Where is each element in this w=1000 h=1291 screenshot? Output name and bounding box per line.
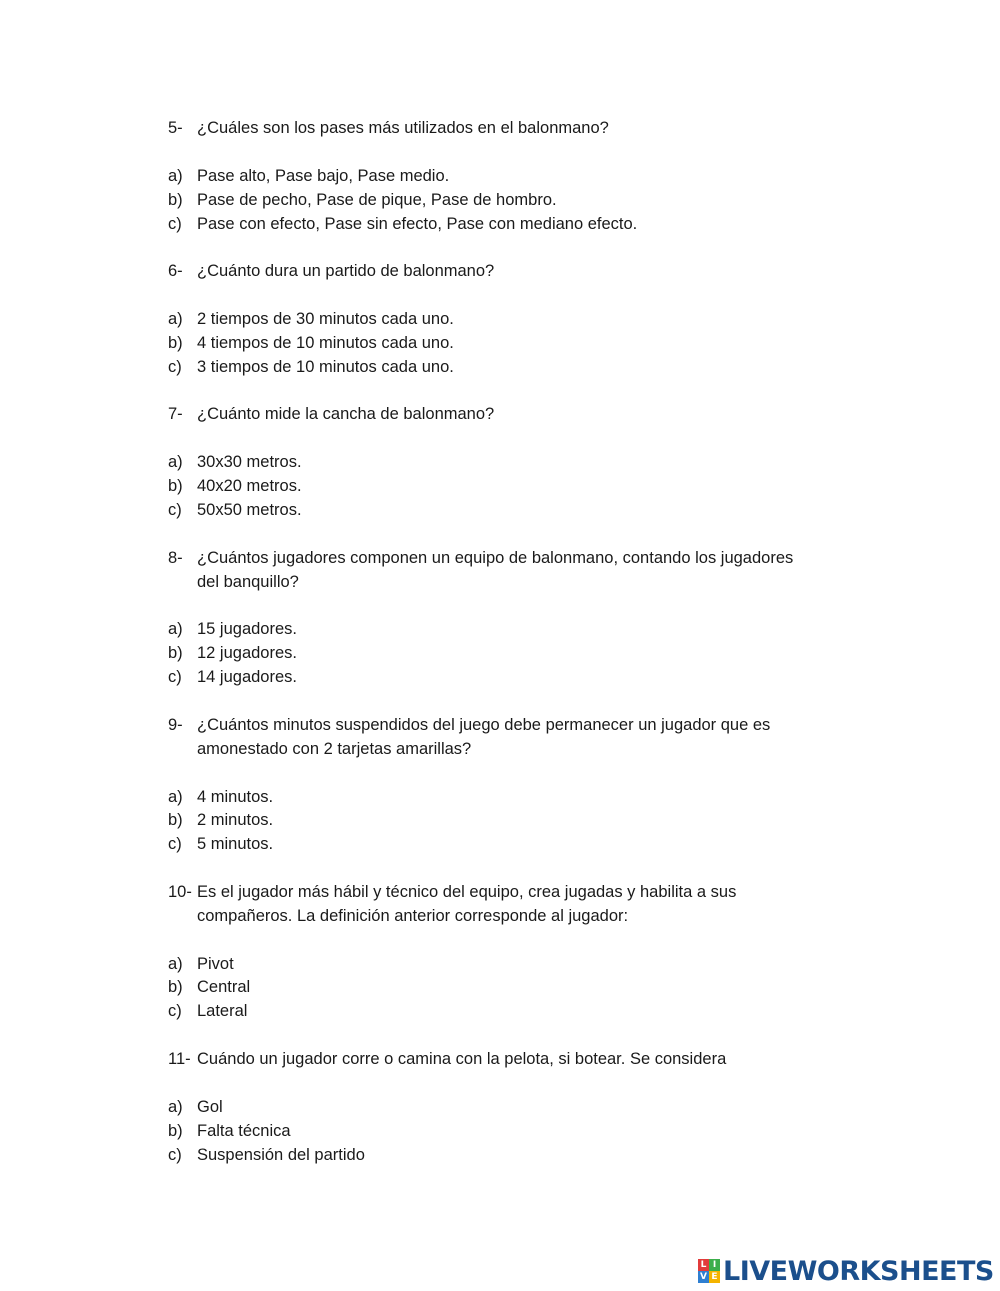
- option-letter: b): [168, 334, 183, 352]
- logo-cell: E: [709, 1271, 720, 1283]
- option-letter: b): [168, 644, 183, 662]
- option-text: Falta técnica: [197, 1122, 291, 1140]
- option-text: 2 tiempos de 30 minutos cada uno.: [197, 310, 454, 328]
- option-a[interactable]: [168, 785, 273, 809]
- option-a[interactable]: [168, 1095, 223, 1119]
- question-number: 7-: [168, 405, 183, 423]
- logo-cell: L: [698, 1259, 709, 1271]
- option-c[interactable]: [168, 498, 302, 522]
- option-text: 5 minutos.: [197, 835, 274, 853]
- option-c[interactable]: [168, 355, 454, 379]
- option-letter: a): [168, 167, 183, 185]
- option-b[interactable]: [168, 474, 302, 498]
- question-8: [168, 546, 793, 594]
- option-b[interactable]: [168, 975, 250, 999]
- logo-cell: V: [698, 1271, 709, 1283]
- option-letter: b): [168, 811, 183, 829]
- option-letter: a): [168, 788, 183, 806]
- option-c[interactable]: [168, 832, 273, 856]
- option-letter: b): [168, 191, 183, 209]
- question-text: Es el jugador más hábil y técnico del equipo, crea jugadas y habilita a sus compañeros. La definición anterior corresponde al jugador:: [197, 883, 737, 925]
- option-text: Pase alto, Pase bajo, Pase medio.: [197, 167, 450, 185]
- liveworksheets-brand: [698, 1256, 994, 1286]
- option-text: 4 tiempos de 10 minutos cada uno.: [197, 334, 454, 352]
- option-a[interactable]: [168, 450, 302, 474]
- question-number: 10-: [168, 883, 192, 901]
- option-letter: c): [168, 358, 182, 376]
- option-text: 50x50 metros.: [197, 501, 302, 519]
- option-text: 4 minutos.: [197, 788, 274, 806]
- option-text: 30x30 metros.: [197, 453, 302, 471]
- option-letter: c): [168, 668, 182, 686]
- question-text: ¿Cuánto mide la cancha de balonmano?: [197, 405, 495, 423]
- option-a[interactable]: [168, 952, 234, 976]
- question-7: [168, 402, 494, 426]
- question-number: 6-: [168, 262, 183, 280]
- option-c[interactable]: [168, 999, 247, 1023]
- option-letter: a): [168, 1098, 183, 1116]
- option-letter: b): [168, 477, 183, 495]
- option-text: Pivot: [197, 955, 234, 973]
- question-text: Cuándo un jugador corre o camina con la pelota, si botear. Se considera: [197, 1050, 727, 1068]
- option-a[interactable]: [168, 617, 297, 641]
- option-b[interactable]: [168, 641, 297, 665]
- option-b[interactable]: [168, 808, 273, 832]
- option-text: 15 jugadores.: [197, 620, 297, 638]
- option-b[interactable]: [168, 331, 454, 355]
- option-b[interactable]: [168, 188, 557, 212]
- option-a[interactable]: [168, 164, 449, 188]
- option-text: Central: [197, 978, 251, 996]
- option-text: Lateral: [197, 1002, 248, 1020]
- option-text: Suspensión del partido: [197, 1146, 365, 1164]
- question-text: ¿Cuáles son los pases más utilizados en el balonmano?: [197, 119, 609, 137]
- question-number: 5-: [168, 119, 183, 137]
- option-letter: c): [168, 835, 182, 853]
- question-text: ¿Cuánto dura un partido de balonmano?: [197, 262, 495, 280]
- option-text: 3 tiempos de 10 minutos cada uno.: [197, 358, 454, 376]
- option-text: Gol: [197, 1098, 223, 1116]
- option-letter: a): [168, 310, 183, 328]
- option-text: Pase con efecto, Pase sin efecto, Pase con mediano efecto.: [197, 215, 638, 233]
- option-letter: c): [168, 501, 182, 519]
- option-letter: a): [168, 620, 183, 638]
- question-6: [168, 259, 494, 283]
- brand-name: LIVEWORKSHEETS: [723, 1255, 994, 1287]
- option-letter: c): [168, 1002, 182, 1020]
- question-10: [168, 880, 736, 928]
- option-text: 14 jugadores.: [197, 668, 297, 686]
- option-text: Pase de pecho, Pase de pique, Pase de hombro.: [197, 191, 557, 209]
- option-letter: b): [168, 978, 183, 996]
- option-text: 2 minutos.: [197, 811, 274, 829]
- option-letter: a): [168, 955, 183, 973]
- option-letter: c): [168, 215, 182, 233]
- question-9: [168, 713, 770, 761]
- option-c[interactable]: [168, 1143, 365, 1167]
- question-11: [168, 1047, 726, 1071]
- question-5: [168, 116, 609, 140]
- option-letter: c): [168, 1146, 182, 1164]
- option-letter: a): [168, 453, 183, 471]
- question-text: ¿Cuántos jugadores componen un equipo de balonmano, contando los jugadores del banquillo?: [197, 549, 794, 591]
- option-letter: b): [168, 1122, 183, 1140]
- option-a[interactable]: [168, 307, 454, 331]
- question-number: 11-: [168, 1050, 191, 1068]
- option-c[interactable]: [168, 665, 297, 689]
- option-b[interactable]: [168, 1119, 291, 1143]
- option-c[interactable]: [168, 212, 637, 236]
- question-number: 8-: [168, 549, 183, 567]
- question-text: ¿Cuántos minutos suspendidos del juego debe permanecer un jugador que es amonestado con 2 tarjetas amarillas?: [197, 716, 771, 758]
- question-number: 9-: [168, 716, 183, 734]
- option-text: 40x20 metros.: [197, 477, 302, 495]
- liveworksheets-logo-icon: [698, 1259, 720, 1283]
- option-text: 12 jugadores.: [197, 644, 297, 662]
- logo-cell: I: [709, 1259, 720, 1271]
